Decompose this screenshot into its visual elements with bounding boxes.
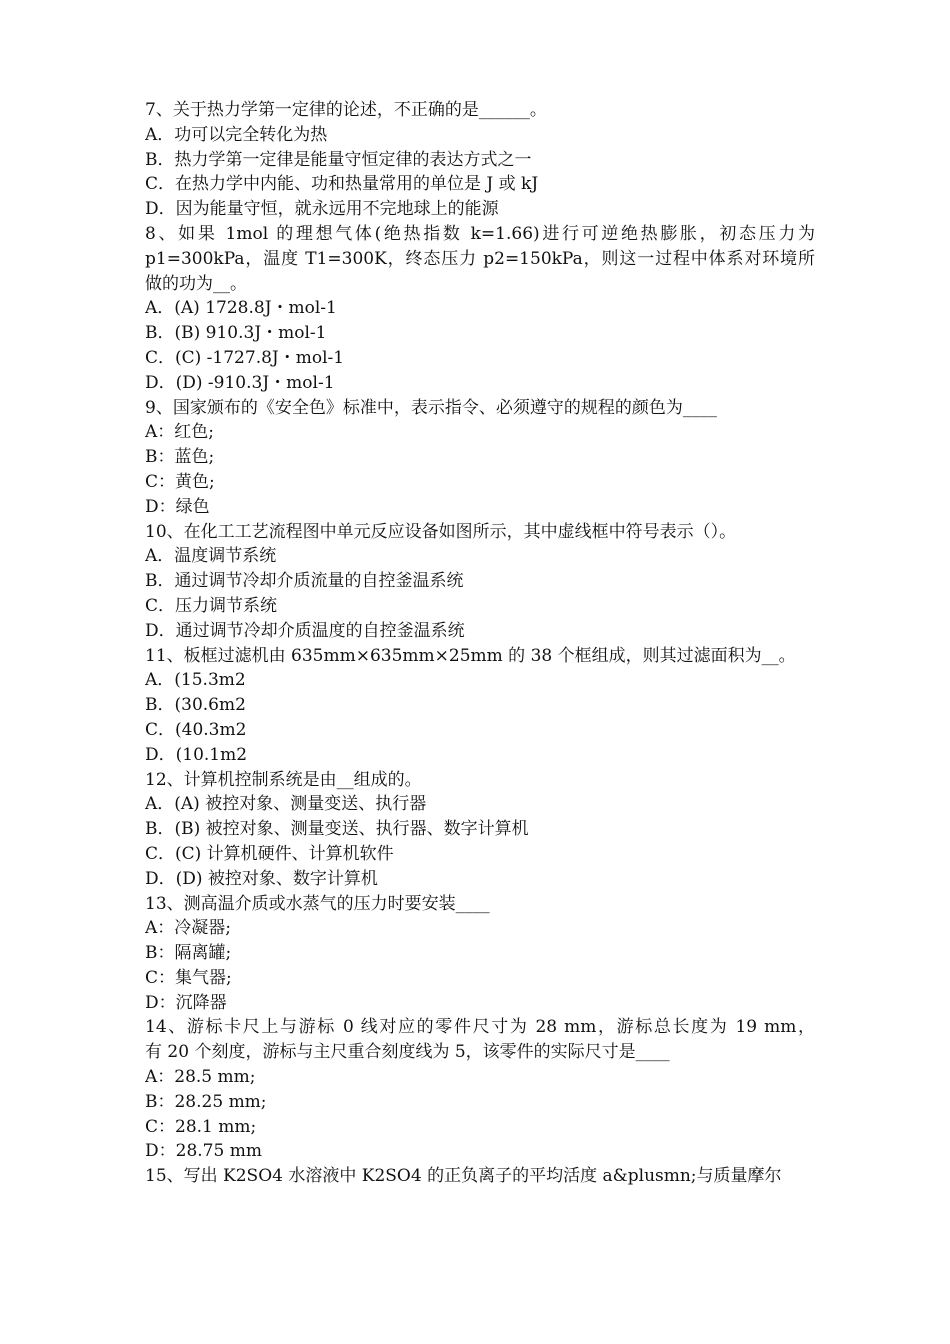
option-b: B．通过调节冷却介质流量的自控釜温系统	[145, 571, 464, 592]
option-a: A．温度调节系统	[145, 546, 277, 567]
option-d: D．(D) -910.3J・mol-1	[145, 372, 335, 393]
option-c: C：黄色;	[145, 471, 215, 492]
question-9	[145, 396, 815, 520]
question-stem: 12、计算机控制系统是由__组成的。	[145, 769, 422, 790]
question-stem: 9、国家颁布的《安全色》标准中，表示指令、必须遵守的规程的颜色为____	[145, 397, 717, 418]
question-stem: 做的功为__。	[145, 273, 247, 294]
option-d: D．因为能量守恒，就永远用不完地球上的能源	[145, 199, 499, 220]
question-stem: 13、测高温介质或水蒸气的压力时要安装____	[145, 893, 490, 914]
option-d: D．(D) 被控对象、数字计算机	[145, 868, 378, 889]
option-a: A：28.5 mm;	[145, 1067, 256, 1088]
option-a: A：红色;	[145, 422, 215, 443]
option-b: B．热力学第一定律是能量守恒定律的表达方式之一	[145, 149, 532, 170]
question-8	[145, 222, 815, 396]
option-c: C：集气器;	[145, 967, 232, 988]
question-stem: 7、关于热力学第一定律的论述，不正确的是______。	[145, 100, 547, 120]
question-stem: 14、游标卡尺上与游标 0 线对应的零件尺寸为 28 mm，游标总长度为 19 mm，	[145, 1017, 815, 1038]
question-15	[145, 1164, 815, 1189]
option-d: D：28.75 mm	[145, 1141, 262, 1162]
option-c: C．(C) -1727.8J・mol-1	[145, 347, 345, 368]
option-b: B．(30.6m2	[145, 695, 246, 716]
question-11	[145, 644, 815, 768]
question-12	[145, 768, 815, 892]
option-b: B：隔离罐;	[145, 943, 232, 964]
option-a: A．(A) 1728.8J・mol-1	[145, 298, 337, 319]
document-page	[145, 98, 815, 1189]
option-c: C．(40.3m2	[145, 719, 247, 740]
question-stem: 8、如果 1mol 的理想气体(绝热指数 k=1.66)进行可逆绝热膨胀，初态压力为	[145, 223, 815, 244]
question-stem: 11、板框过滤机由 635mm×635mm×25mm 的 38 个框组成，则其过滤面积为__。	[145, 645, 796, 666]
option-b: B．(B) 被控对象、测量变送、执行器、数字计算机	[145, 819, 529, 840]
option-c: C．在热力学中内能、功和热量常用的单位是 J 或 kJ	[145, 174, 539, 195]
question-14	[145, 1015, 815, 1164]
option-d: D．(10.1m2	[145, 744, 248, 765]
option-a: A：冷凝器;	[145, 918, 232, 939]
question-stem: p1=300kPa，温度 T1=300K，终态压力 p2=150kPa，则这一过程中体系对环境所	[145, 248, 815, 269]
question-stem: 15、写出 K2SO4 水溶液中 K2SO4 的正负离子的平均活度 a&plusmn;与质量摩尔	[145, 1166, 782, 1187]
option-d: D．通过调节冷却介质温度的自控釜温系统	[145, 620, 465, 641]
option-b: B：蓝色;	[145, 447, 215, 468]
option-d: D：沉降器	[145, 992, 227, 1013]
question-7	[145, 98, 815, 222]
option-a: A．功可以完全转化为热	[145, 124, 328, 145]
option-c: C：28.1 mm;	[145, 1116, 257, 1137]
option-b: B：28.25 mm;	[145, 1091, 267, 1112]
option-a: A．(A) 被控对象、测量变送、执行器	[145, 794, 427, 815]
question-13	[145, 892, 815, 1016]
question-stem: 10、在化工工艺流程图中单元反应设备如图所示，其中虚线框中符号表示（）。	[145, 521, 737, 542]
option-c: C．压力调节系统	[145, 595, 278, 616]
option-a: A．(15.3m2	[145, 670, 246, 691]
question-stem: 有 20 个刻度，游标与主尺重合刻度线为 5，该零件的实际尺寸是____	[145, 1042, 670, 1063]
option-d: D：绿色	[145, 496, 210, 517]
option-b: B．(B) 910.3J・mol-1	[145, 323, 327, 344]
option-c: C．(C) 计算机硬件、计算机软件	[145, 843, 394, 864]
question-10	[145, 520, 815, 644]
